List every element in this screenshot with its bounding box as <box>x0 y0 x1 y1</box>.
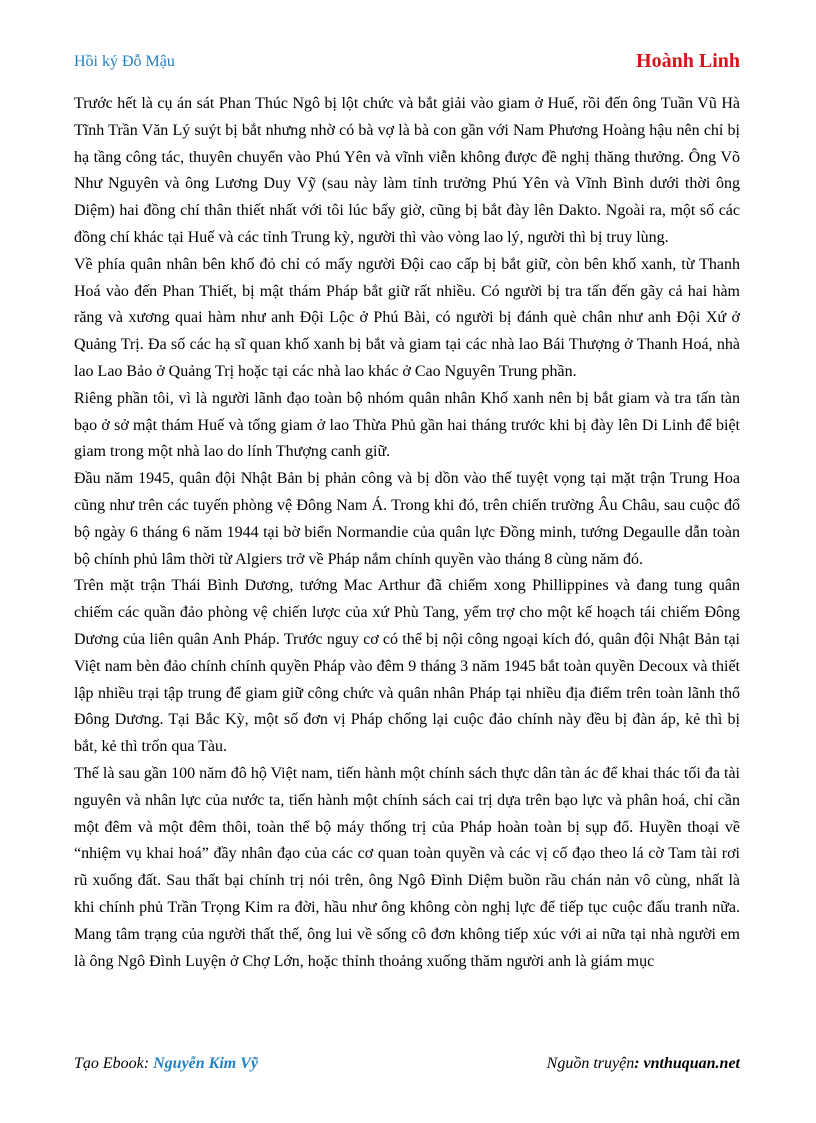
paragraph: Riêng phần tôi, vì là người lãnh đạo toàn bộ nhóm quân nhân Khố xanh nên bị bắt giam và tra tấn tàn bạo ở sở mật thám Huế và tống giam ở lao Thừa Phủ gần hai tháng trước khi bị đày lên Di Linh để biệt giam trong một nhà lao do lính Thượng canh giữ. <box>74 389 740 461</box>
page-footer <box>74 1055 740 1077</box>
paragraph: Về phía quân nhân bên khố đỏ chỉ có mấy người Đội cao cấp bị bắt giữ, còn bên khố xanh, từ Thanh Hoá vào đến Phan Thiết, bị mật thám Pháp bắt giữ rất nhiều. Có người bị tra tấn đến gãy cả hai hàm răng và xương quai hàm như anh Đội Lộc ở Phú Bài, có người bị đánh què chân như anh Đội Xứ ở Quảng Trị. Đa số các hạ sĩ quan khố xanh bị bắt và giam tại các nhà lao Bái Thượng ở Thanh Hoá, nhà lao Lao Bảo ở Quảng Trị hoặc tại các nhà lao khác ở Cao Nguyên Trung phần. <box>74 255 740 380</box>
book-title: Hồi ký Đỗ Mậu <box>74 53 175 70</box>
author-name: Hoành Linh <box>636 50 740 72</box>
ebook-credit <box>74 1055 258 1073</box>
ebook-creator-name: Nguyễn Kim Vỹ <box>153 1055 258 1072</box>
source-credit-label: Nguồn truyện <box>546 1055 635 1072</box>
paragraph: Trước hết là cụ án sát Phan Thúc Ngô bị lột chức và bắt giải vào giam ở Huế, rồi đến ông Tuần Vũ Hà Tĩnh Trần Văn Lý suýt bị bắt nhưng nhờ có bà vợ là bà con gần với Nam Phương Hoàng hậu nên chỉ bị hạ tầng công tác, thuyên chuyển vào Phú Yên và vĩnh viễn không được đề nghị thăng thưởng. Ông Võ Như Nguyên và ông Lương Duy Vỹ (sau này làm tỉnh trưởng Phú Yên và Vĩnh Bình dưới thời ông Diệm) hai đồng chí thân thiết nhất với tôi lúc bấy giờ, cũng bị bắt đày lên Dakto. Ngoài ra, một số các đồng chí khác tại Huế và các tỉnh Trung kỳ, người thì vào vòng lao lý, người thì bị truy lùng. <box>74 95 740 246</box>
ebook-credit-label: Tạo Ebook <box>74 1055 144 1072</box>
paragraph: Trên mặt trận Thái Bình Dương, tướng Mac Arthur đã chiếm xong Phillippines và đang tung quân chiếm các quần đảo phòng vệ chiến lược của xứ Phù Tang, yểm trợ cho một kế hoạch tái chiếm Đông Dương của liên quân Anh Pháp. Trước nguy cơ có thể bị nội công ngoại kích đó, quân đội Nhật Bản tại Việt nam bèn đảo chính chính quyền Pháp vào đêm 9 tháng 3 năm 1945 bắt toàn quyền Decoux và thiết lập nhiều trại tập trung để giam giữ công chức và quân nhân Pháp tại nhiều địa điểm trên toàn lãnh thổ Đông Dương. Tại Bắc Kỳ, một số đơn vị Pháp chống lại cuộc đảo chính này đều bị đàn áp, kẻ thì bị bắt, kẻ thì trốn qua Tàu. <box>74 577 740 756</box>
source-site: vnthuquan.net <box>643 1055 740 1072</box>
body-text <box>74 91 740 975</box>
source-credit <box>547 1055 740 1073</box>
paragraph: Đầu năm 1945, quân đội Nhật Bản bị phản công và bị dồn vào thế tuyệt vọng tại mặt trận Trung Hoa cũng như trên các tuyến phòng vệ Đông Nam Á. Trong khi đó, trên chiến trường Âu Châu, sau cuộc đổ bộ ngày 6 tháng 6 năm 1944 tại bờ biển Normandie của quân lực Đồng minh, tướng Degaulle dẫn toàn bộ chính phủ lâm thời từ Algiers trở về Pháp nắm chính quyền vào tháng 8 cùng năm đó. <box>74 470 740 568</box>
paragraph: Thế là sau gần 100 năm đô hộ Việt nam, tiến hành một chính sách thực dân tàn ác để khai thác tối đa tài nguyên và nhân lực của nước ta, tiến hành một chính sách cai trị dựa trên bạo lực và phân hoá, chỉ cần một đêm và một đêm thôi, toàn thể bộ máy thống trị của Pháp hoàn toàn bị sụp đổ. Huyền thoại về “nhiệm vụ khai hoá” đầy nhân đạo của các cơ quan toàn quyền và các vị cố đạo theo lá cờ Tam tài rơi rũ xuống đất. Sau thất bại chính trị nói trên, ông Ngô Đình Diệm buồn rầu chán nản vô cùng, nhất là khi chính phủ Trần Trọng Kim ra đời, hầu như ông không còn nghị lực để tiếp tục cuộc đấu tranh nữa. Mang tâm trạng của người thất thế, ông lui về sống cô đơn không tiếp xúc với ai nữa tại nhà người em là ông Ngô Đình Luyện ở Chợ Lớn, hoặc thỉnh thoảng xuống thăm người anh là giám mục <box>74 764 740 970</box>
ebook-credit-separator: : <box>143 1055 154 1072</box>
source-credit-separator: : <box>634 1055 644 1072</box>
page-header <box>74 50 740 76</box>
